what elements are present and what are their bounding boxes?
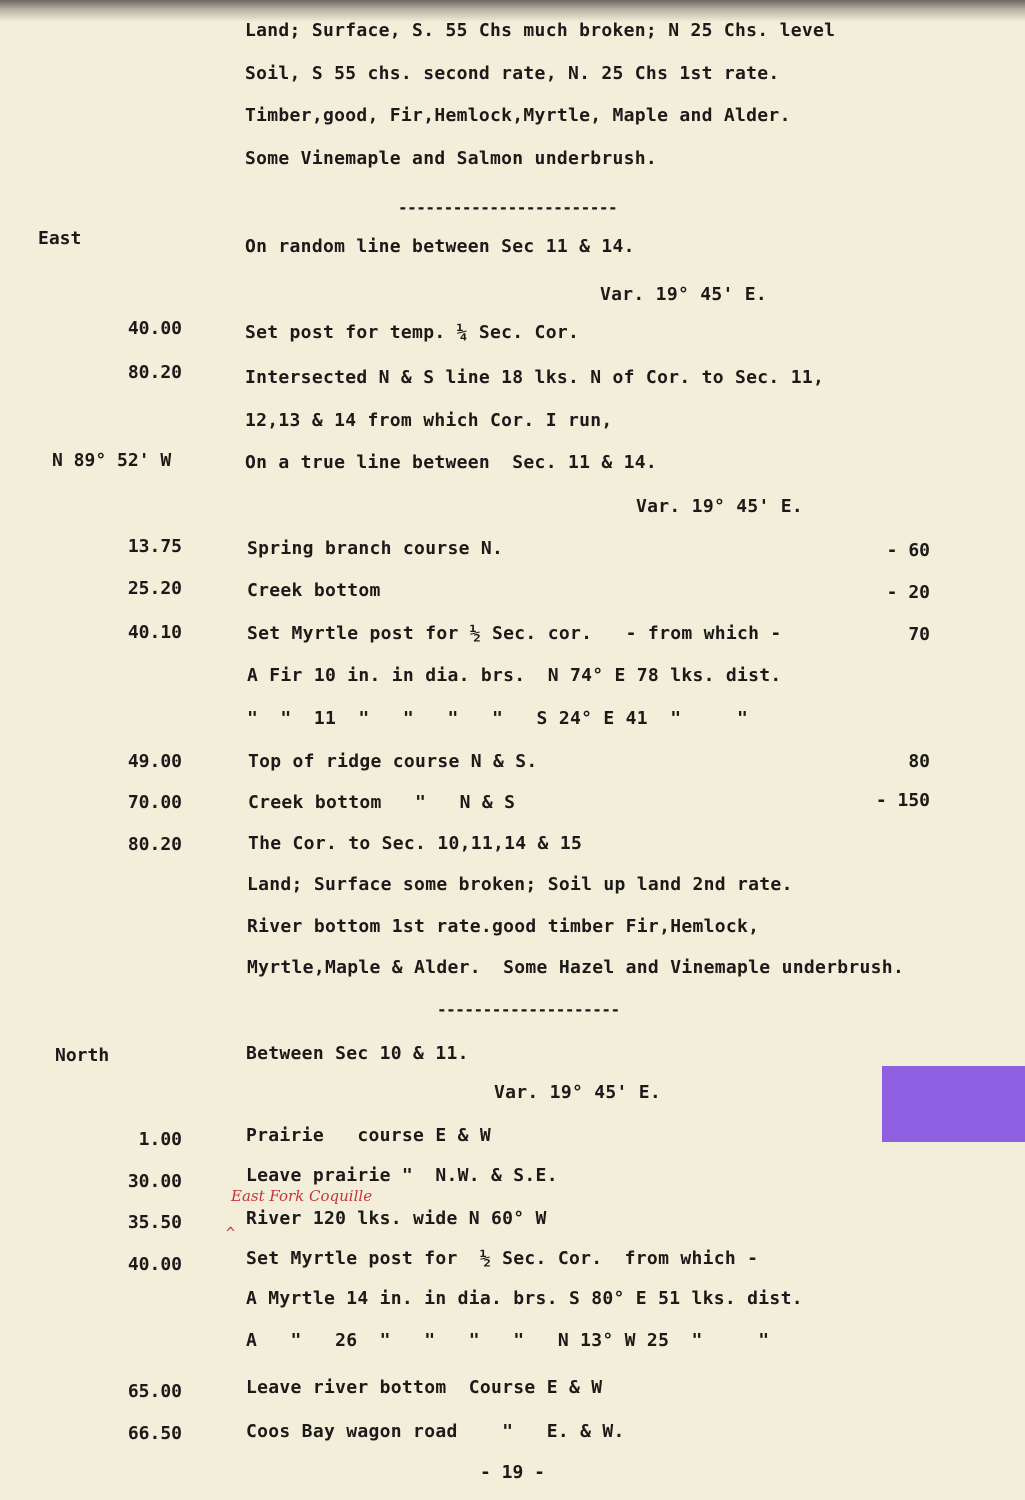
separator: -------------------- <box>437 1000 620 1019</box>
text-line: River bottom 1st rate.good timber Fir,Hemlock, <box>247 916 760 937</box>
text-line: " " 11 " " " " S 24° E 41 " " <box>247 708 749 729</box>
text-line: Creek bottom <box>247 580 381 601</box>
text-line: A Fir 10 in. in dia. brs. N 74° E 78 lks. dist. <box>247 665 782 686</box>
purple-tab <box>882 1066 1025 1142</box>
text-line: Timber,good, Fir,Hemlock,Myrtle, Maple and Alder. <box>245 105 791 126</box>
text-line: Myrtle,Maple & Alder. Some Hazel and Vinemaple underbrush. <box>247 957 905 978</box>
chain-distance: 80.20 <box>127 834 182 855</box>
text-line: Intersected N & S line 18 lks. N of Cor. to Sec. 11, <box>245 367 825 388</box>
chain-distance: 40.00 <box>127 1254 182 1275</box>
text-line: Land; Surface some broken; Soil up land 2nd rate. <box>247 874 793 895</box>
text-line: Prairie course E & W <box>246 1125 492 1146</box>
text-line: Spring branch course N. <box>247 538 504 559</box>
text-line: Set Myrtle post for ½ Sec. cor. - from which - <box>247 623 782 644</box>
text-line: On a true line between Sec. 11 & 14. <box>245 452 658 473</box>
elevation-value: - 60 <box>886 540 930 561</box>
text-line: Between Sec 10 & 11. <box>246 1043 469 1064</box>
text-line: Soil, S 55 chs. second rate, N. 25 Chs 1st rate. <box>245 63 780 84</box>
elevation-value: 80 <box>908 751 930 772</box>
page-number: - 19 - <box>479 1462 546 1483</box>
separator: ------------------------ <box>398 198 618 217</box>
direction-label: N 89° 52' W <box>52 450 172 471</box>
text-line: A Myrtle 14 in. in dia. brs. S 80° E 51 lks. dist. <box>246 1288 803 1309</box>
text-line: Land; Surface, S. 55 Chs much broken; N 25 Chs. level <box>245 20 836 41</box>
chain-distance: 13.75 <box>127 536 182 557</box>
text-line: Coos Bay wagon road " E. & W. <box>246 1421 625 1442</box>
chain-distance: 66.50 <box>127 1423 182 1444</box>
chain-distance: 35.50 <box>127 1212 182 1233</box>
text-line: Set post for temp. ¼ Sec. Cor. <box>245 322 580 343</box>
chain-distance: 65.00 <box>127 1381 182 1402</box>
chain-distance: 40.00 <box>127 318 182 339</box>
text-line: River 120 lks. wide N 60° W <box>246 1208 547 1229</box>
page-top-shadow <box>0 0 1025 22</box>
direction-label: North <box>55 1045 110 1066</box>
chain-distance: 40.10 <box>127 622 182 643</box>
direction-label: East <box>38 228 82 249</box>
variation-line: Var. 19° 45' E. <box>494 1082 662 1103</box>
chain-distance: 49.00 <box>127 751 182 772</box>
text-line: The Cor. to Sec. 10,11,14 & 15 <box>248 833 583 854</box>
variation-line: Var. 19° 45' E. <box>600 284 768 305</box>
chain-distance: 30.00 <box>127 1171 182 1192</box>
text-line: Set Myrtle post for ½ Sec. Cor. from which - <box>246 1248 759 1269</box>
text-line: 12,13 & 14 from which Cor. I run, <box>245 410 613 431</box>
text-line: On random line between Sec 11 & 14. <box>245 236 635 257</box>
chain-distance: 25.20 <box>127 578 182 599</box>
insertion-caret: ^ <box>226 1224 236 1242</box>
text-line: A " 26 " " " " N 13° W 25 " " <box>246 1330 770 1351</box>
elevation-value: - 150 <box>875 790 930 811</box>
chain-distance: 1.00 <box>138 1129 182 1150</box>
handwritten-note: East Fork Coquille <box>231 1187 373 1205</box>
variation-line: Var. 19° 45' E. <box>636 496 804 517</box>
text-line: Top of ridge course N & S. <box>248 751 538 772</box>
elevation-value: - 20 <box>886 582 930 603</box>
text-line: Leave river bottom Course E & W <box>246 1377 603 1398</box>
text-line: Some Vinemaple and Salmon underbrush. <box>245 148 658 169</box>
text-line: Leave prairie " N.W. & S.E. <box>246 1165 558 1186</box>
chain-distance: 70.00 <box>127 792 182 813</box>
text-line: Creek bottom " N & S <box>248 792 516 813</box>
elevation-value: 70 <box>908 624 930 645</box>
chain-distance: 80.20 <box>127 362 182 383</box>
